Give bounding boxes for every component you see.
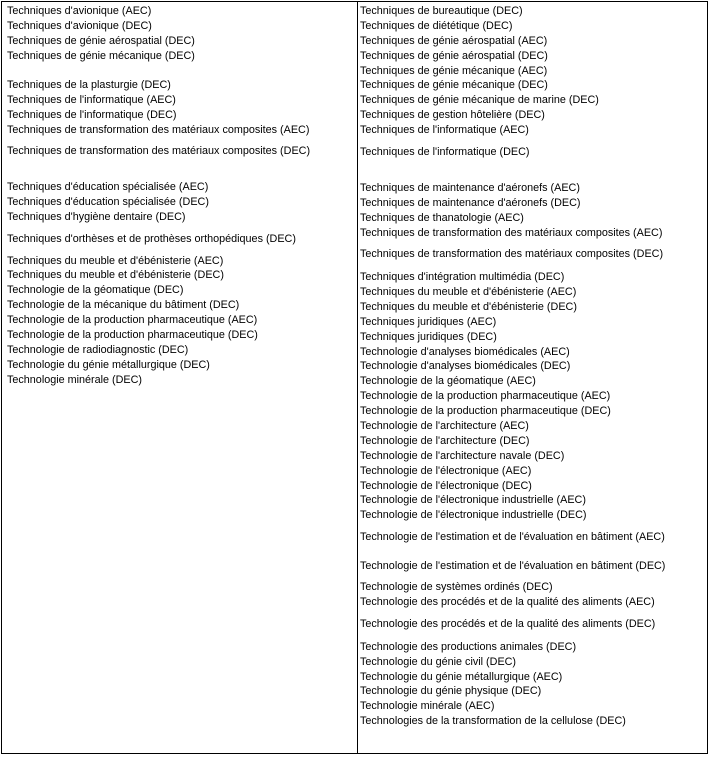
table-row: Technologie de la production pharmaceutique (DEC) bbox=[7, 329, 258, 342]
table-row: Technologie de l'électronique industrielle (AEC) bbox=[360, 494, 586, 507]
table-row: Technologies de la transformation de la cellulose (DEC) bbox=[360, 715, 626, 728]
table-row: Techniques d'orthèses et de prothèses orthopédiques (DEC) bbox=[7, 232, 296, 245]
column-divider bbox=[357, 2, 358, 753]
program-table bbox=[1, 1, 708, 754]
table-row: Techniques de gestion hôtelière (DEC) bbox=[360, 109, 545, 122]
table-row: Techniques de l'informatique (AEC) bbox=[360, 124, 529, 137]
table-row: Technologie de systèmes ordinés (DEC) bbox=[360, 581, 553, 594]
row-gap bbox=[360, 167, 706, 181]
table-row: Techniques de génie mécanique (DEC) bbox=[360, 79, 548, 92]
table-row: Techniques de la plasturgie (DEC) bbox=[7, 78, 171, 91]
table-row: Technologie minérale (DEC) bbox=[7, 373, 143, 386]
table-row: Technologie d'analyses biomédicales (AEC) bbox=[360, 345, 570, 358]
table-row: Techniques de diététique (DEC) bbox=[360, 19, 513, 32]
table-row: Techniques d'hygiène dentaire (DEC) bbox=[7, 211, 186, 224]
table-row: Techniques d'avionique (DEC) bbox=[7, 19, 152, 32]
table-row: Techniques de génie mécanique (AEC) bbox=[360, 64, 548, 77]
table-row: Techniques de thanatologie (AEC) bbox=[360, 211, 524, 224]
table-row: Technologie du génie métallurgique (DEC) bbox=[7, 358, 210, 371]
table-row: Techniques du meuble et d'ébénisterie (AEC) bbox=[360, 285, 577, 298]
table-row: Techniques de l'informatique (DEC) bbox=[7, 108, 177, 121]
table-row: Technologie de la production pharmaceutique (AEC) bbox=[360, 390, 611, 403]
table-row: Technologie d'analyses biomédicales (DEC) bbox=[360, 360, 571, 373]
table-row: Techniques du meuble et d'ébénisterie (DEC) bbox=[7, 269, 224, 282]
table-row: Technologie de la géomatique (DEC) bbox=[7, 284, 184, 297]
table-row: Techniques de transformation des matériaux composites (AEC) bbox=[360, 226, 663, 239]
table-row: Techniques de transformation des matériaux composites (AEC) bbox=[7, 123, 310, 136]
table-row: Technologie minérale (AEC) bbox=[360, 700, 495, 713]
row-gap bbox=[7, 64, 355, 78]
table-row: Technologie de la géomatique (AEC) bbox=[360, 375, 536, 388]
table-row: Techniques de génie mécanique de marine (DEC) bbox=[360, 94, 599, 107]
table-row: Technologie de la production pharmaceutique (AEC) bbox=[7, 314, 258, 327]
table-row: Techniques de bureautique (DEC) bbox=[360, 5, 523, 17]
table-row: Technologie de radiodiagnostic (DEC) bbox=[7, 343, 189, 356]
table-row: Technologie des productions animales (DEC) bbox=[360, 640, 577, 653]
table-row: Techniques de maintenance d'aéronefs (AEC) bbox=[360, 181, 580, 194]
table-row: Technologie de l'estimation et de l'évaluation en bâtiment (DEC) bbox=[360, 559, 666, 572]
table-row: Technologie des procédés et de la qualité des aliments (AEC) bbox=[360, 596, 655, 609]
table-row: Technologie du génie physique (DEC) bbox=[360, 685, 542, 698]
table-row: Techniques de transformation des matériaux composites (DEC) bbox=[7, 145, 311, 158]
table-row: Techniques de génie aérospatial (DEC) bbox=[7, 34, 195, 47]
table-row: Techniques de l'informatique (DEC) bbox=[360, 146, 530, 159]
table-row: Techniques juridiques (AEC) bbox=[360, 315, 497, 328]
table-row: Technologie de l'estimation et de l'évaluation en bâtiment (AEC) bbox=[360, 531, 665, 544]
table-row: Techniques de maintenance d'aéronefs (DEC) bbox=[360, 196, 581, 209]
table-row: Technologie des procédés et de la qualité des aliments (DEC) bbox=[360, 618, 656, 631]
table-row: Techniques de transformation des matériaux composites (DEC) bbox=[360, 248, 664, 261]
table-row: Techniques d'éducation spécialisée (DEC) bbox=[7, 196, 209, 209]
table-row: Technologie de la production pharmaceutique (DEC) bbox=[360, 405, 611, 418]
table-row: Technologie de l'électronique (DEC) bbox=[360, 479, 532, 492]
table-row: Techniques de génie mécanique (DEC) bbox=[7, 49, 195, 62]
table-row: Technologie de l'électronique industrielle (DEC) bbox=[360, 509, 587, 522]
table-row: Technologie de l'architecture (DEC) bbox=[360, 434, 530, 447]
table-row: Techniques de génie aérospatial (DEC) bbox=[360, 49, 548, 62]
table-row: Techniques du meuble et d'ébénisterie (DEC) bbox=[360, 300, 577, 313]
left-column bbox=[7, 4, 355, 388]
table-row: Technologie de la mécanique du bâtiment (DEC) bbox=[7, 299, 240, 312]
table-row: Techniques du meuble et d'ébénisterie (AEC) bbox=[7, 254, 224, 267]
table-row: Techniques juridiques (DEC) bbox=[360, 330, 497, 343]
table-row: Techniques d'intégration multimédia (DEC) bbox=[360, 271, 565, 284]
table-row: Techniques d'éducation spécialisée (AEC) bbox=[7, 181, 209, 194]
table-row: Technologie de l'électronique (AEC) bbox=[360, 464, 532, 477]
row-gap bbox=[7, 166, 355, 180]
table-row: Technologie du génie métallurgique (AEC) bbox=[360, 670, 563, 683]
table-row: Technologie de l'architecture (AEC) bbox=[360, 419, 529, 432]
table-row: Technologie de l'architecture navale (DEC) bbox=[360, 449, 565, 462]
table-row: Techniques d'avionique (AEC) bbox=[7, 5, 152, 17]
table-row: Technologie du génie civil (DEC) bbox=[360, 655, 517, 668]
table-row: Techniques de l'informatique (AEC) bbox=[7, 93, 176, 106]
right-column bbox=[360, 4, 706, 729]
table-row: Techniques de génie aérospatial (AEC) bbox=[360, 34, 548, 47]
